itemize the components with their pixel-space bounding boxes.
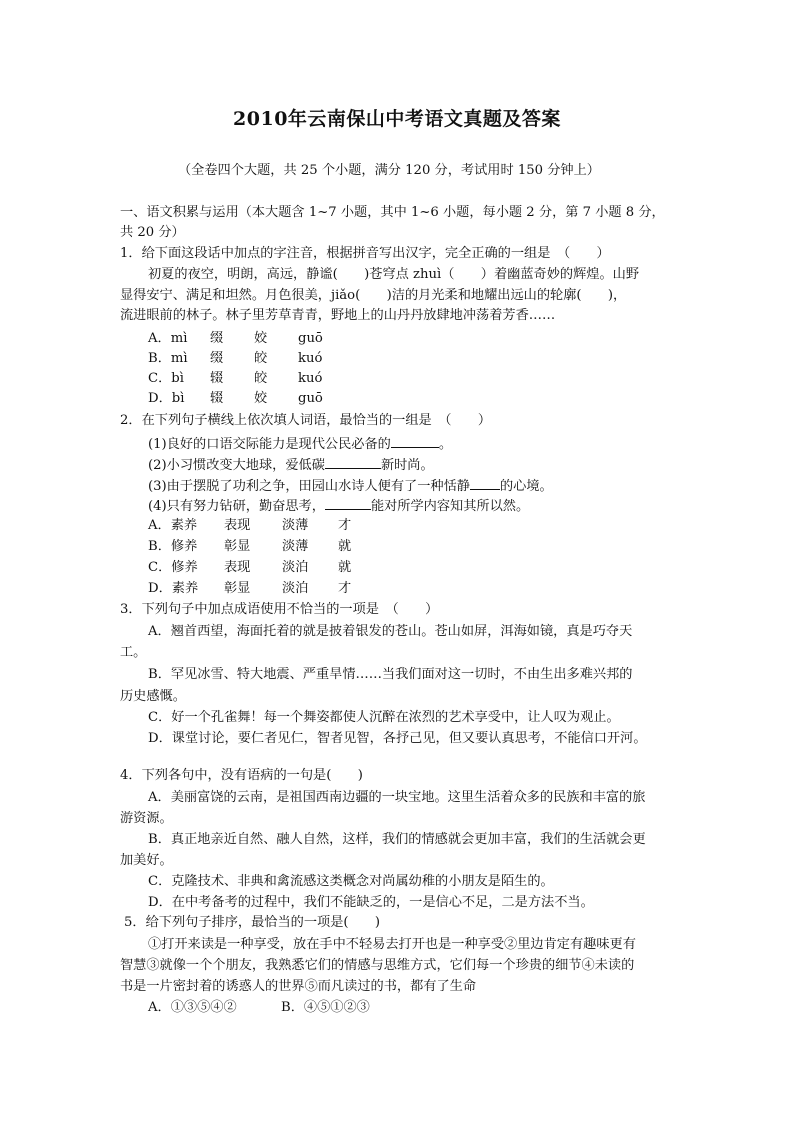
question-5-passage: ①打开来读是一种享受，放在手中不轻易去打开也是一种享受②里边肯定有趣味更有: [148, 937, 636, 952]
question-3-option-b-cont: 历史感慨。: [120, 689, 186, 704]
question-3-option-c: C．好一个孔雀舞！每一个舞姿都使人沉醉在浓烈的艺术享受中，让人叹为观止。: [148, 710, 620, 725]
question-2-sentence-1: (1)良好的口语交际能力是现代公民必备的 。: [148, 434, 452, 454]
question-1-passage: 显得安宁、满足和坦然。月色很美，jiǎo( )洁的月光柔和地耀出远山的轮廓( )，: [120, 288, 627, 303]
page-title: 2010年云南保山中考语文真题及答案: [233, 108, 561, 130]
section-heading: 一、语文积累与运用（本大题含 1~7 小题，其中 1~6 小题，每小题 2 分，第 7 小题 8 分，: [120, 205, 665, 220]
question-1-option-a: A．mì 缀 姣 guō: [148, 331, 323, 346]
section-heading-cont: 共 20 分）: [120, 225, 185, 240]
question-2-option-c: C．修养 表现 淡泊 就: [148, 560, 352, 575]
question-2-option-a: A．素养 表现 淡薄 才: [148, 518, 352, 533]
question-4-option-d: D．在中考备考的过程中，我们不能缺乏的，一是信心不足，二是方法不当。: [148, 895, 594, 910]
question-5-options: [148, 999, 370, 1017]
question-4-option-a: A．美丽富饶的云南，是祖国西南边疆的一块宝地。这里生活着众多的民族和丰富的旅: [148, 790, 646, 805]
question-2-sentence-2: (2)小习惯改变大地球，爱低碳 新时尚。: [148, 455, 434, 475]
blank-line: [325, 455, 381, 469]
question-4-stem: 4．下列各句中，没有语病的一句是( ): [120, 768, 363, 783]
question-1-option-d: D．bì 辍 姣 guō: [148, 391, 323, 406]
question-2-sentence-4: (4)只有努力钻研，勤奋思考， 能对所学内容知其所以然。: [148, 496, 529, 516]
question-4-option-b-cont: 加美好。: [120, 853, 173, 868]
question-5-stem: 5．给下列句子排序，最恰当的一项是( ): [124, 915, 381, 930]
question-2-option-b: B．修养 彰显 淡薄 就: [148, 539, 352, 554]
blank-line: [391, 434, 439, 448]
question-1-passage: 初夏的夜空，明朗，高远，静谧( )苍穹点 zhuì（ ）着幽蓝奇妙的辉煌。山野: [148, 267, 640, 282]
question-3-option-a-cont: 工。: [120, 645, 147, 660]
question-4-option-c: C．克隆技术、非典和禽流感这类概念对尚属幼稚的小朋友是陌生的。: [148, 874, 554, 889]
blank-line: [470, 476, 500, 490]
question-1-option-c: C．bì 辍 皎 kuó: [148, 371, 323, 386]
question-4-option-b: B．真正地亲近自然、融人自然，这样，我们的情感就会更加丰富，我们的生活就会更: [148, 832, 646, 847]
question-5-passage: 智慧③就像一个个朋友，我熟悉它们的情感与思维方式，它们每一个珍贵的细节④未读的: [120, 958, 635, 973]
question-2-stem: 2．在下列句子横线上依次填人词语，最恰当的一组是 （ ）: [120, 413, 492, 428]
question-5-passage: 书是一片密封着的诱惑人的世界⑤而凡读过的书，都有了生命: [120, 979, 477, 994]
question-4-option-a-cont: 游资源。: [120, 811, 173, 826]
question-1-option-b: B．mì 缀 皎 kuó: [148, 351, 323, 366]
question-1-passage: 流进眼前的林子。林子里芳草青青，野地上的山丹丹放肆地冲荡着芳香……: [120, 308, 556, 323]
question-5-option-b: B．④⑤①②③: [281, 1000, 370, 1015]
blank-line: [325, 496, 371, 510]
question-1-stem: 1．给下面这段话中加点的字注音，根据拼音写出汉字，完全正确的一组是 （ ）: [120, 246, 610, 261]
question-3-stem: 3．下列句子中加点成语使用不恰当的一项是 （ ）: [120, 602, 439, 617]
question-3-option-a: A．翘首西望，海面托着的就是披着银发的苍山。苍山如屏，洱海如镜，真是巧夺天: [148, 624, 633, 639]
exam-subtitle: （全卷四个大题，共 25 个小题，满分 120 分，考试用时 150 分钟上）: [178, 163, 600, 178]
question-2-option-d: D．素养 彰显 淡泊 才: [148, 581, 352, 596]
question-3-option-b: B．罕见冰雪、特大地震、严重旱情……当我们面对这一切时，不由生出多难兴邦的: [148, 667, 633, 682]
question-5-option-a: A．①③⑤④②: [148, 1000, 237, 1015]
question-2-sentence-3: (3)由于摆脱了功利之争，田园山水诗人便有了一种恬静 的心境。: [148, 476, 553, 496]
question-3-option-d: D．课堂讨论，要仁者见仁，智者见智，各抒己见，但又要认真思考，不能信口开河。: [148, 731, 647, 746]
